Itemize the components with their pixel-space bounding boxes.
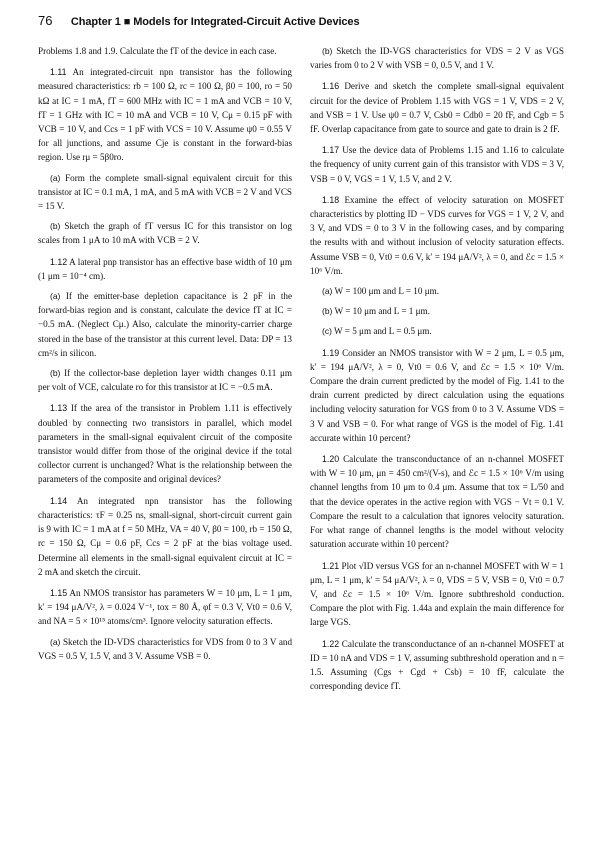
page-header (38, 12, 563, 30)
right-column (310, 44, 564, 693)
paragraph-text: An integrated npn transistor has the following characteristics: τF = 0.25 ns, small-signal, short-circuit current gain is 9 with IC = 1 mA at f = 50 MHz, VA = 40 V, β0 = 100, rb = 150 Ω, rc = 150 Ω, Cμ = 0.6 pF, Ccs = 2 pF at the bias voltage used. Determine all elements in the small-signal equivalent circuit at IC = 2 mA and sketch the circuit. (38, 495, 293, 577)
problem-1-21 (310, 559, 564, 630)
paragraph-text: Calculate the transconductance of an n-channel MOSFET at ID = 10 nA and VDS = 1 V, assuming subthreshold operation and n = 1.5. Assuming (Cgs + Cgd + Csb) = 10 fF, calculate the corresponding device fT. (310, 638, 564, 692)
problem-number: 1.12 (50, 256, 68, 267)
problem-number: 1.15 (50, 587, 68, 598)
part-label: (b) (322, 46, 333, 56)
problem-1-22 (310, 637, 564, 694)
part-label: (a) (50, 291, 61, 302)
paragraph-text: Sketch the graph of fT versus IC for this transistor on log scales from 1 μA to 10 mA with VCB = 2 V. (38, 221, 292, 246)
paragraph-text: Sketch the ID-VGS characteristics for VDS = 2 V as VGS varies from 0 to 2 V with VSB = 0, 0.5 V, and 1 V. (310, 46, 565, 71)
paragraph-text: Derive and sketch the complete small-signal equivalent circuit for the device of Problem 1.15 with VGS = 1 V, VDS = 2 V, and VSB = 1 V. Use ψ0 = 0.7 V, Csb0 = Cdb0 = 20 fF, and Cgb = 5 fF. Overlap capacitance from gate to source and gate to drain is 2 fF. (310, 81, 565, 135)
problem-1-20 (310, 452, 564, 551)
problem-number: 1.20 (322, 454, 340, 465)
paragraph-text: Use the device data of Problems 1.15 and 1.16 to calculate the frequency of unity current gain of this transistor with VDS = 3 V, VSB = 0 V, VGS = 1 V, 1.5 V, and 2 V. (310, 145, 564, 184)
part-label: (c) (322, 326, 332, 337)
part-label: (a) (322, 286, 333, 297)
problem-number: 1.14 (50, 495, 68, 506)
left-column (38, 44, 292, 663)
problem-1-12-b (38, 366, 292, 394)
problem-1-19 (310, 346, 564, 445)
problem-1-12 (38, 255, 292, 283)
problem-1-16 (310, 79, 564, 136)
paragraph-text: An integrated-circuit npn transistor has the following measured characteristics: rb = 100 Ω, rc = 100 Ω, β0 = 100, ro = 50 kΩ at IC = 1 mA, fT = 600 MHz with IC = 1 mA and VCB = 10 V, fT = 1 GHz with IC = 10 mA and VCB = 10 V, Cμ = 0.15 pF with VCB = 10 V, and Ccs = 1 pF with VCS = 10 V. Assume ψ0 = 0.55 V for all junctions, and assume Cje is constant in the forward-bias region. Use rμ = 5β0ro. (38, 67, 292, 163)
problem-number: 1.21 (322, 560, 340, 571)
paragraph-text: Examine the effect of velocity saturation on MOSFET characteristics by plotting ID − VDS curves for VGS = 1 V, 2 V, and 3 V, and VDS = 0 to 3 V in the following cases, and by comparing the results with and without inclusion of velocity saturation effects. Assume VSB = 0, Vt0 = 0.6 V, k′ = 194 μA/V², λ = 0, and ℰc = 1.5 × 10⁶ V/m. (310, 194, 564, 276)
problem-number: 1.19 (322, 347, 340, 358)
part-label: (b) (322, 306, 333, 317)
problem-1-15 (38, 586, 292, 629)
problem-1-11-b (38, 219, 292, 247)
paragraph-text: An NMOS transistor has parameters W = 10 μm, L = 1 μm, k′ = 194 μA/V², λ = 0.024 V⁻¹, tox = 80 Å, φf = 0.3 V, Vt0 = 0.6 V, and NA = 5 × 10¹⁵ atoms/cm³. Ignore velocity saturation effects. (38, 587, 292, 627)
paragraph-text: If the collector-base depletion layer width changes 0.11 μm per volt of VCE, calculate ro for this transistor at IC = −0.5 mA. (38, 368, 293, 393)
problem-1-14 (38, 494, 292, 579)
paragraph-text: Plot √ID versus VGS for an n-channel MOSFET with W = 1 μm, L = 1 μm, k′ = 54 μA/V², λ = 0, VDS = 5 V, VSB = 0, Vt0 = 0.7 V, and ℰc = 1.5 × 10⁶ V/m. Ignore subthreshold conduction. Compare the plot with Fig. 1.44a and explain the main difference for large VGS. (310, 560, 564, 628)
part-label: (b) (50, 368, 61, 379)
part-label: (a) (50, 636, 61, 647)
problem-number: 1.18 (322, 194, 340, 205)
paragraph-text: Problems 1.8 and 1.9. Calculate the fT of the device in each case. (38, 46, 277, 56)
problem-1-18-b (310, 304, 564, 318)
problem-1-15-b (310, 44, 564, 72)
problem-number: 1.11 (50, 67, 67, 78)
problem-1-18 (310, 193, 564, 278)
problem-number: 1.22 (322, 638, 340, 649)
problem-number: 1.17 (322, 145, 340, 156)
paragraph-text: Consider an NMOS transistor with W = 2 μm, L = 0.5 μm, k′ = 194 μA/V², λ = 0, Vt0 = 0.6 V, and ℰc = 1.5 × 10⁶ V/m. Compare the drain current predicted by the model of Fig. 1.41 to the drain current predicted by direct calculation using the equations including velocity saturation for VGS from 0 to 3 V. Assume VDS = 3 V and VSB = 0. For what range of VGS is the model of Fig. 1.41 accurate within 10 percent? (310, 347, 565, 443)
paragraph-text: If the emitter-base depletion capacitance is 2 pF in the forward-bias region and is constant, calculate the device fT at IC = −0.5 mA. (Neglect Cμ.) Also, calculate the minority-carrier charge stored in the base of the transistor at this current level. Data: DP = 13 cm²/s in silicon. (38, 291, 293, 358)
paragraph-text: Form the complete small-signal equivalent circuit for this transistor at IC = 0.1 mA, 1 mA, and 5 mA with VCB = 2 V and VCS = 15 V. (38, 172, 292, 212)
paragraph-text: If the area of the transistor in Problem 1.11 is effectively doubled by connecting two transistors in parallel, which model parameters in the small-signal equivalent circuit of the composite transistor would differ from those of the original device if the total collector current is unchanged? What is the relationship between the parameters of the composite and original devices? (38, 403, 293, 485)
problem-1-12-a (38, 289, 292, 360)
problem-1-13 (38, 401, 292, 486)
paragraph-text: W = 100 μm and L = 10 μm. (334, 286, 439, 297)
problem-1-15-a (38, 635, 292, 663)
problem-continuation (38, 44, 292, 58)
paragraph-text: W = 10 μm and L = 1 μm. (334, 306, 430, 317)
paragraph-text: Sketch the ID-VDS characteristics for VDS from 0 to 3 V and VGS = 0.5 V, 1.5 V, and 3 V. Assume VSB = 0. (38, 636, 293, 661)
problem-number: 1.16 (322, 81, 340, 92)
part-label: (a) (50, 172, 61, 183)
problem-1-18-a (310, 284, 564, 298)
paragraph-text: A lateral pnp transistor has an effective base width of 10 μm (1 μm = 10⁻⁴ cm). (38, 256, 292, 281)
problem-1-17 (310, 143, 564, 186)
page-number: 76 (38, 13, 53, 28)
chapter-title: Chapter 1 ■ Models for Integrated-Circuit Active Devices (70, 16, 360, 28)
problem-number: 1.13 (50, 403, 68, 414)
paragraph-text: Calculate the transconductance of an n-channel MOSFET with W = 10 μm, μn = 450 cm²/(V-s), and ℰc = 1.5 × 10⁶ V/m using channel lengths from 10 μm to 0.4 μm. Assume that tox = L/50 and that the device operates in the active region with VGS − Vt = 0.1 V. Compare the result to a calculation that ignores velocity saturation. For what range of channel lengths is the model without velocity saturation accurate within 10 percent? (310, 454, 564, 550)
part-label: (b) (50, 221, 61, 232)
problem-1-18-c (310, 324, 564, 338)
paragraph-text: W = 5 μm and L = 0.5 μm. (334, 326, 432, 337)
problem-1-11-a (38, 171, 292, 214)
problem-1-11 (38, 65, 292, 164)
